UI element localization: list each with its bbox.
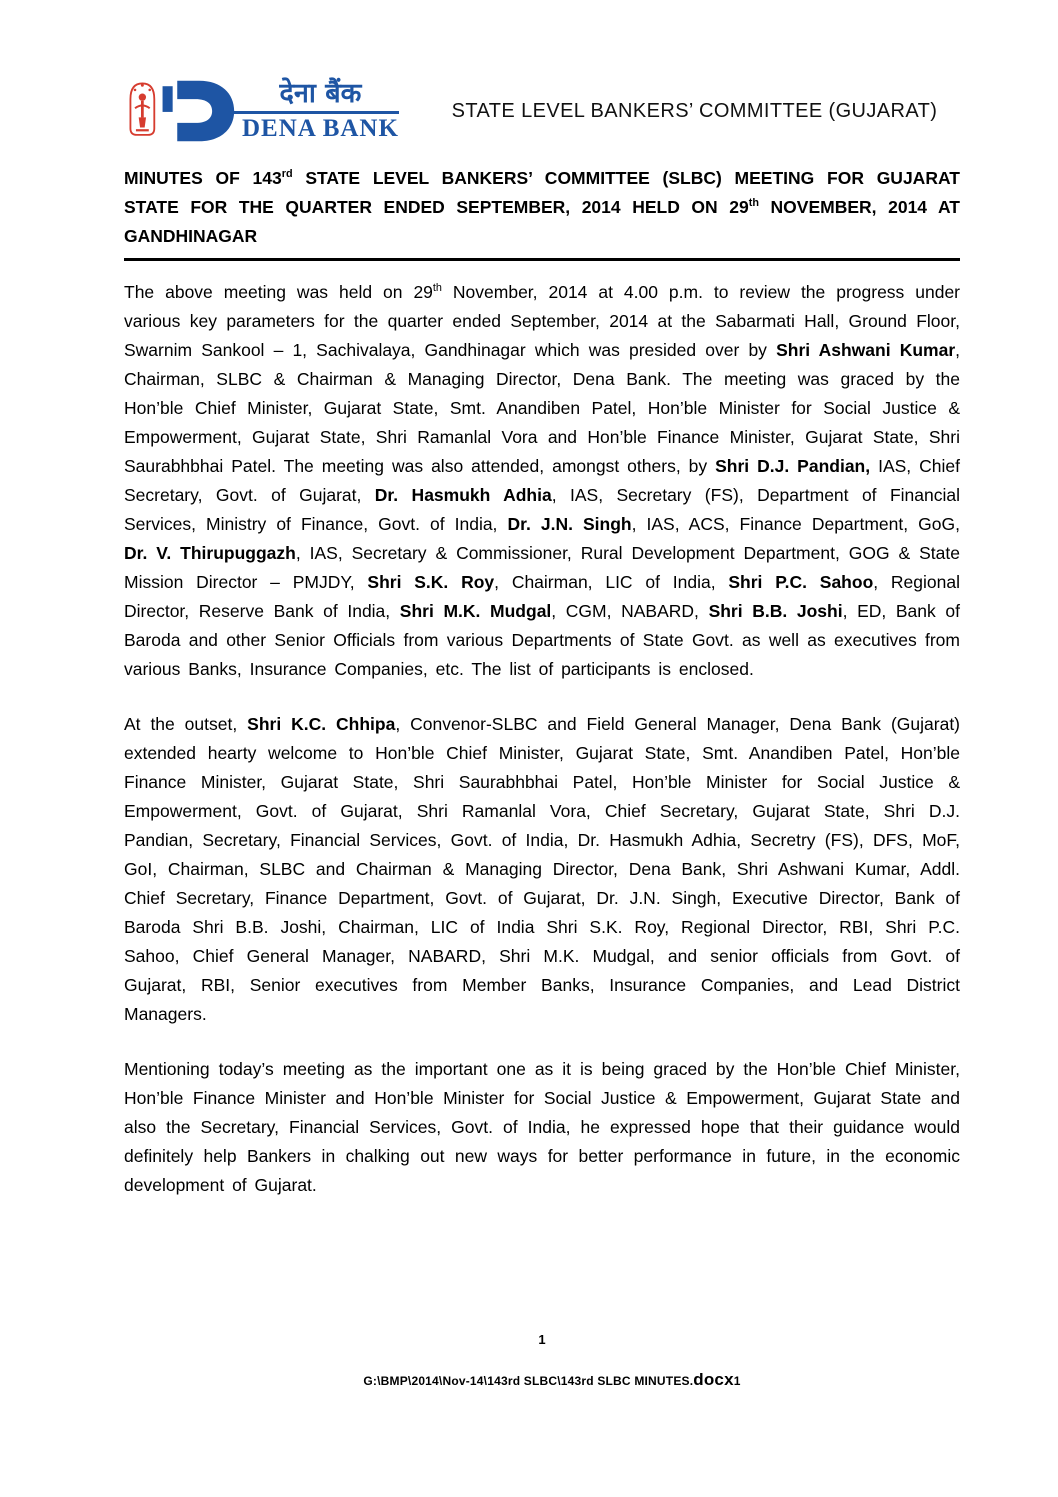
bold-text-run: Shri S.K. Roy: [367, 572, 495, 592]
text-run: , Convenor-SLBC and Field General Manager, Dena Bank (Gujarat) extended hearty welcome to Hon’ble Chief Minister, Gujarat State, Smt. Anandiben Patel, Hon’ble Finance Minister, Gujarat State, Shri Saurabhbhai Patel, Hon’ble Minister for Social Justice & Empowerment, Govt. of Gujarat, Shri Ramanlal Vora, Chief Secretary, Gujarat State, Shri D.J. Pandian, Secretary, Financial Services, Govt. of India, Dr. Hasmukh Adhia, Secretry (FS), DFS, MoF, GoI, Chairman, SLBC and Chairman & Managing Director, Dena Bank, Shri Ashwani Kumar, Addl. Chief Secretary, Finance Department, Govt. of Gujarat, Dr. J.N. Singh, Executive Director, Bank of Baroda Shri B.B. Joshi, Chairman, LIC of India Shri S.K. Roy, Regional Director, RBI, Shri P.C. Sahoo, Chief General Manager, NABARD, Shri M.K. Mudgal, and senior officials from Govt. of Gujarat, RBI, Senior executives from Member Banks, Insurance Companies, and Lead District Managers.: [124, 714, 961, 1024]
text-run: STATE LEVEL BANKERS’ COMMITTEE (SLBC) MEETING FOR GUJARAT STATE FOR THE QUARTER ENDED SEPTEMBER, 2014 HELD ON 29: [124, 168, 960, 217]
text-run: , IAS, Secretary (FS), Department of Financial Services, Ministry of Finance, Govt. of India,: [124, 485, 960, 534]
text-run: G:\BMP\2014\Nov-14\143rd SLBC\143rd SLBC MINUTES.: [363, 1374, 694, 1388]
text-run: Mentioning today’s meeting as the important one as it is being graced by the Hon’ble Chief Minister, Hon’ble Finance Minister and Hon’ble Minister for Social Justice & Empowerment, Gujarat State and also the Secretary, Financial Services, Govt. of India, he expressed hope that their guidance would definitely help Bankers in chalking out new ways for better performance in future, in the economic development of Gujarat.: [124, 1059, 960, 1195]
text-run: , IAS, Secretary & Commissioner, Rural Development Department, GOG & State Mission Director – PMJDY,: [124, 543, 960, 592]
document-title: [124, 164, 960, 261]
dena-bank-logo: [124, 78, 399, 144]
text-run: The above meeting was held on 29: [124, 282, 433, 302]
text-run: docx: [693, 1370, 734, 1389]
bold-text-run: Shri K.C. Chhipa: [247, 714, 396, 734]
text-run: , Regional Director, Reserve Bank of India,: [124, 572, 961, 621]
bold-text-run: Shri B.B. Joshi: [708, 601, 843, 621]
dena-bank-logo-text: [242, 77, 399, 143]
text-run: , Chairman, LIC of India,: [494, 572, 729, 592]
bold-text-run: Shri Ashwani Kumar: [776, 340, 956, 360]
text-run: At the outset,: [124, 714, 248, 734]
paragraph: [124, 278, 960, 684]
bold-text-run: Shri P.C. Sahoo: [728, 572, 874, 592]
deity-emblem-icon: [130, 83, 154, 134]
text-run: th: [748, 197, 759, 210]
document-body: [124, 278, 960, 1200]
bank-name-hindi: देना बैंक: [279, 77, 362, 109]
paragraph: [124, 710, 960, 1029]
logo-divider: [218, 111, 399, 114]
bold-text-run: Dr. J.N. Singh: [507, 514, 632, 534]
text-run: , ED, Bank of Baroda and other Senior Officials from various Departments of State Govt. as well as executives from various Banks, Insurance Companies, etc. The list of participants is enclosed.: [124, 601, 961, 679]
text-run: , Chairman, SLBC & Chairman & Managing Director, Dena Bank. The meeting was graced by the Hon’ble Chief Minister, Gujarat State, Smt. Anandiben Patel, Hon’ble Minister for Social Justice & Empowerment, Gujarat State, Shri Ramanlal Vora and Hon’ble Finance Minister, Gujarat State, Shri Saurabhbhai Patel. The meeting was also attended, amongst others, by: [124, 340, 960, 476]
text-run: rd: [281, 168, 293, 181]
bold-text-run: Shri D.J. Pandian,: [715, 456, 871, 476]
bank-name-english: DENA BANK: [242, 115, 399, 143]
bold-text-run: Dr. V. Thirupuggazh: [124, 543, 296, 563]
text-run: IAS, Chief Secretary, Govt. of Gujarat,: [124, 456, 960, 505]
document-header: [124, 78, 960, 144]
text-run: MINUTES OF 143: [124, 168, 282, 188]
page-number: 1: [538, 1332, 546, 1347]
bold-text-run: Shri M.K. Mudgal: [399, 601, 552, 621]
text-run: , IAS, ACS, Finance Department, GoG,: [631, 514, 960, 534]
bold-text-run: Dr. Hasmukh Adhia: [374, 485, 552, 505]
text-run: 1: [733, 1374, 741, 1388]
paragraph: [124, 1055, 960, 1200]
committee-header-title: STATE LEVEL BANKERS’ COMMITTEE (GUJARAT): [451, 99, 938, 122]
file-path-footer: [124, 1370, 980, 1390]
text-run: NOVEMBER, 2014 AT GANDHINAGAR: [124, 197, 960, 246]
text-run: , CGM, NABARD,: [551, 601, 709, 621]
text-run: November, 2014 at 4.00 p.m. to review the progress under various key parameters for the quarter ended September, 2014 at the Sabarmati Hall, Ground Floor, Swarnim Sankool – 1, Sachivalaya, Gandhinagar which was presided over by: [124, 282, 961, 360]
text-run: th: [432, 282, 442, 295]
